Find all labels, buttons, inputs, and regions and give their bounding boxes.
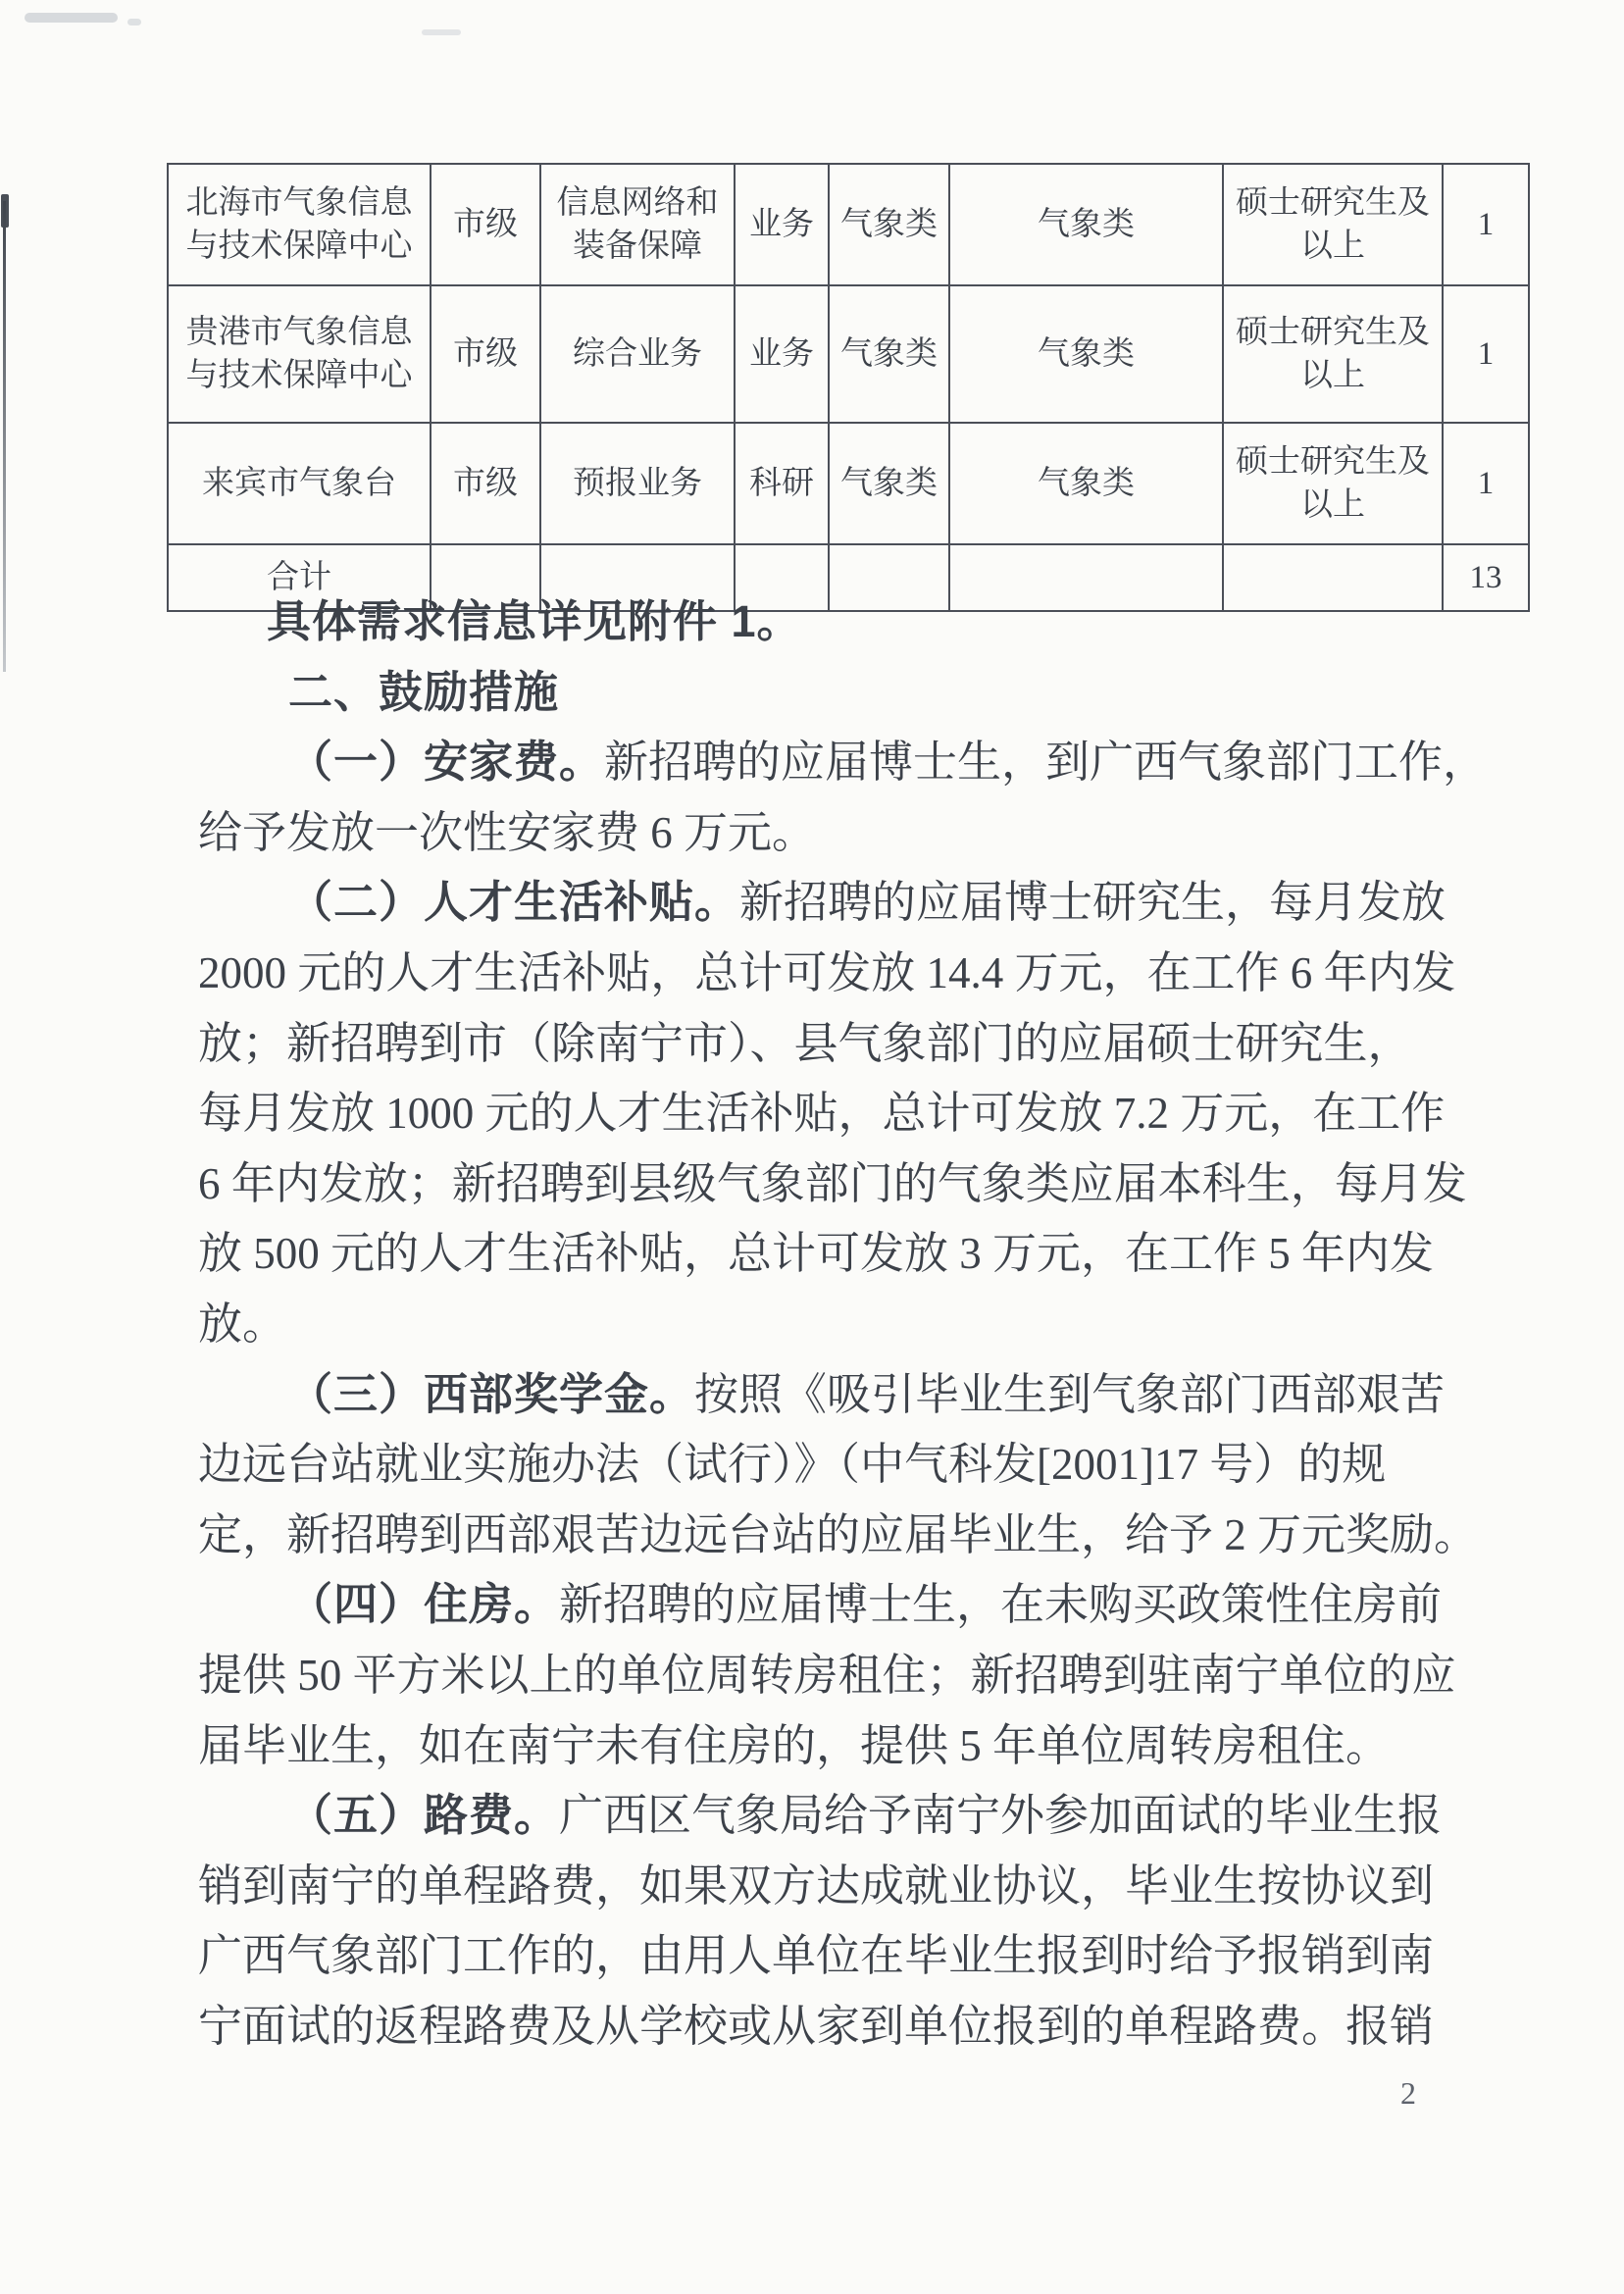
table-cell-type: 科研 [735, 423, 829, 544]
text-line [198, 797, 1465, 868]
table-cell-post: 预报业务 [540, 423, 735, 544]
document-body [198, 586, 1488, 2061]
section-heading-incentives [198, 657, 1465, 728]
table-cell-post: 综合业务 [540, 285, 735, 423]
table-cell-type: 业务 [735, 164, 829, 285]
table-cell-category: 气象类 [829, 285, 949, 423]
text-line [198, 727, 1488, 797]
body-text: 届毕业生，如在南宁未有住房的，提供 5 年单位周转房租住。 [198, 1720, 1391, 1770]
body-text: 新招聘的应届博士生，在未购买政策性住房前 [559, 1580, 1443, 1630]
paragraph-settling-allowance [198, 727, 1488, 867]
body-text: 广西区气象局给予南宁外参加面试的毕业生报 [559, 1791, 1443, 1841]
emphasis-text: （一）安家费。 [288, 737, 605, 788]
emphasis-text: （四）住房。 [288, 1579, 560, 1630]
scan-artifact-edge-line [3, 201, 6, 672]
table-row [168, 164, 1529, 285]
table-cell-degree: 硕士研究生及以上 [1223, 423, 1443, 544]
body-text: 给予发放一次性安家费 6 万元。 [198, 807, 817, 857]
table-cell-degree: 硕士研究生及以上 [1223, 164, 1443, 285]
paragraph-western-scholarship [198, 1359, 1479, 1570]
body-text: 每月发放 1000 元的人才生活补贴，总计可发放 7.2 万元，在工作 [198, 1089, 1446, 1139]
body-text: 放；新招聘到市（除南宁市）、县气象部门的应届硕士研究生， [198, 1018, 1412, 1068]
table-cell-major: 气象类 [949, 423, 1223, 544]
table-cell-category: 气象类 [829, 164, 949, 285]
body-text: 放。 [198, 1299, 287, 1349]
text-line [198, 1569, 1465, 1640]
table-cell-major: 气象类 [949, 285, 1223, 423]
table-cell-major: 气象类 [949, 164, 1223, 285]
body-text: 放 500 元的人才生活补贴，总计可发放 3 万元，在工作 5 年内发 [198, 1229, 1435, 1279]
table-cell-count: 1 [1443, 164, 1529, 285]
page-number: 2 [1400, 2075, 1416, 2111]
emphasis-text: 具体需求信息详见附件 1。 [267, 596, 802, 646]
text-line [198, 1991, 1465, 2062]
body-text: 宁面试的返程路费及从学校或从家到单位报到的单程路费。报销 [198, 2001, 1435, 2051]
emphasis-text: （二）人才生活补贴。 [288, 877, 740, 928]
text-line [198, 1289, 1465, 1359]
body-text: 按照《吸引毕业生到气象部门西部艰苦 [694, 1369, 1446, 1419]
table-cell-level: 市级 [431, 164, 540, 285]
body-text: 定，新招聘到西部艰苦边远台站的应届毕业生，给予 2 万元奖励。 [198, 1509, 1479, 1559]
paragraph-travel-expenses [198, 1780, 1465, 2061]
table-cell-type: 业务 [735, 285, 829, 423]
body-text: 销到南宁的单程路费，如果双方达成就业协议，毕业生按协议到 [198, 1861, 1435, 1911]
body-text: 边远台站就业实施办法（试行）》（中气科发[2001]17 号）的规 [198, 1440, 1387, 1490]
emphasis-text: 二、鼓励措施 [288, 666, 560, 717]
recruitment-demand-table [167, 163, 1530, 612]
text-line [198, 1780, 1465, 1851]
text-line [198, 1359, 1465, 1430]
text-line [198, 1008, 1465, 1079]
table-cell-count: 1 [1443, 423, 1529, 544]
table-row [168, 285, 1529, 423]
paragraph-attachment-note [198, 586, 1465, 657]
table-cell-level: 市级 [431, 285, 540, 423]
text-line [198, 1920, 1465, 1991]
text-line [198, 1710, 1465, 1781]
paragraph-housing [198, 1569, 1465, 1780]
body-text: 2000 元的人才生活补贴，总计可发放 14.4 万元，在工作 6 年内发 [198, 947, 1456, 997]
scan-artifact-streak [422, 29, 461, 35]
text-line [198, 657, 1465, 728]
body-text: 新招聘的应届博士研究生，每月发放 [739, 878, 1446, 928]
body-text: 新招聘的应届博士生，到广西气象部门工作， [604, 738, 1488, 788]
text-line [198, 867, 1465, 938]
text-line [198, 1218, 1465, 1289]
text-line [198, 1640, 1465, 1710]
table-cell-count: 1 [1443, 285, 1529, 423]
emphasis-text: （三）西部奖学金。 [288, 1368, 695, 1419]
text-line [198, 1851, 1465, 1921]
table-cell-level: 市级 [431, 423, 540, 544]
text-line [198, 1500, 1479, 1570]
scan-artifact-streak [127, 19, 141, 25]
table-cell-total-label: 合计 [168, 544, 431, 611]
text-line [198, 1148, 1465, 1219]
scan-artifact-streak [25, 13, 118, 23]
table-cell-unit: 贵港市气象信息与技术保障中心 [168, 285, 431, 423]
body-text: 6 年内发放；新招聘到县级气象部门的气象类应届本科生，每月发 [198, 1158, 1467, 1208]
table-cell-degree: 硕士研究生及以上 [1223, 285, 1443, 423]
body-text: 广西气象部门工作的，由用人单位在毕业生报到时给予报销到南 [198, 1931, 1435, 1981]
table-cell-unit: 来宾市气象台 [168, 423, 431, 544]
table-cell-total-count: 13 [1443, 544, 1529, 611]
text-line [198, 1078, 1465, 1148]
body-text: 提供 50 平方米以上的单位周转房租住；新招聘到驻南宁单位的应 [198, 1650, 1456, 1700]
emphasis-text: （五）路费。 [288, 1790, 560, 1841]
table-row [168, 423, 1529, 544]
paragraph-living-subsidy [198, 867, 1465, 1358]
text-line [198, 1429, 1465, 1500]
table-cell-post: 信息网络和装备保障 [540, 164, 735, 285]
text-line [198, 586, 1465, 657]
text-line [198, 938, 1465, 1008]
table-cell-category: 气象类 [829, 423, 949, 544]
table-cell-unit: 北海市气象信息与技术保障中心 [168, 164, 431, 285]
